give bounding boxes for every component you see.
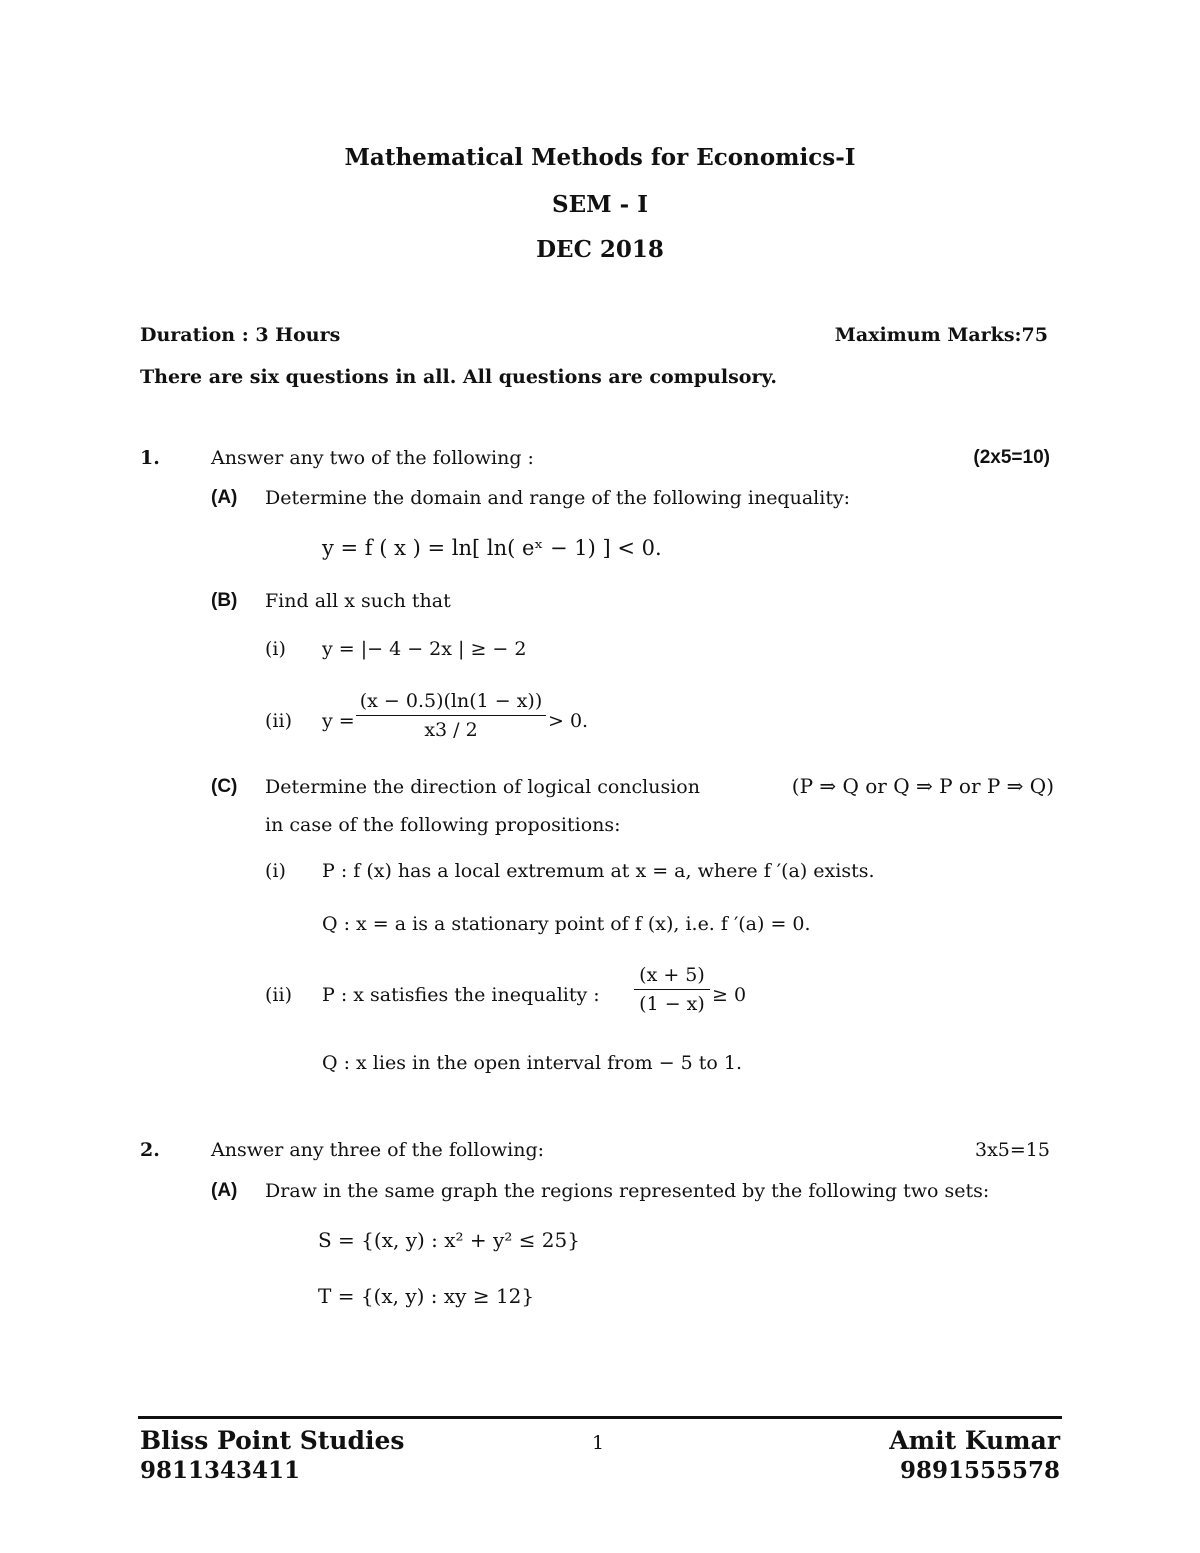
q2a-set-t: T = {(x, y) : xy ≥ 12}	[318, 1284, 535, 1308]
q1c-ii-numerator: (x + 5)	[639, 964, 705, 986]
q1c-text: Determine the direction of logical conclusion	[265, 776, 700, 798]
footer-right-phone: 9891555578	[899, 1457, 1060, 1484]
q1b-text: Find all x such that	[265, 590, 451, 612]
q2-marks: 3x5=15	[975, 1139, 1050, 1161]
q1-marks: (2x5=10)	[973, 447, 1050, 468]
q1-number: 1.	[140, 447, 160, 469]
q1c-i-label: (i)	[265, 860, 286, 882]
q1b-ii-denominator: x3 / 2	[424, 719, 478, 741]
page-number: 1	[592, 1432, 605, 1454]
q1b-ii-fraction	[356, 690, 546, 741]
q1c-ii-rhs: ≥ 0	[712, 984, 747, 1006]
footer-rule	[138, 1416, 1062, 1419]
q1b-ii-lhs: y =	[322, 710, 355, 732]
q2-number: 2.	[140, 1139, 160, 1161]
q1a-text: Determine the domain and range of the following inequality:	[265, 487, 851, 509]
q1a-label: (A)	[211, 487, 238, 508]
q2a-label: (A)	[211, 1180, 238, 1201]
exam-date: DEC 2018	[536, 236, 664, 263]
footer-right-name: Amit Kumar	[889, 1426, 1060, 1455]
semester: SEM - I	[552, 191, 648, 218]
fraction-bar	[634, 989, 710, 990]
q1c-i-q: Q : x = a is a stationary point of f (x), i.e. f ′(a) = 0.	[322, 913, 811, 935]
q1c-ii-p: P : x satisfies the inequality :	[322, 984, 600, 1006]
q1-prompt: Answer any two of the following :	[211, 447, 534, 469]
q1a-formula: y = f ( x ) = ln[ ln( eˣ − 1) ] < 0.	[322, 536, 662, 560]
q1c-i-p: P : f (x) has a local extremum at x = a, where f ′(a) exists.	[322, 860, 875, 882]
instructions: There are six questions in all. All questions are compulsory.	[140, 366, 777, 388]
q1c-ii-label: (ii)	[265, 984, 292, 1006]
q1b-ii-numerator: (x − 0.5)(ln(1 − x))	[359, 690, 543, 712]
q1b-ii-label: (ii)	[265, 710, 292, 732]
footer-left-phone: 9811343411	[140, 1457, 301, 1484]
fraction-bar	[356, 715, 546, 716]
max-marks: Maximum Marks:75	[834, 324, 1048, 346]
q2a-set-s: S = {(x, y) : x² + y² ≤ 25}	[318, 1228, 580, 1252]
q1b-ii-rhs: > 0.	[548, 710, 589, 732]
q2a-text: Draw in the same graph the regions represented by the following two sets:	[265, 1180, 990, 1202]
q1c-options: (P ⇒ Q or Q ⇒ P or P ⇒ Q)	[791, 774, 1054, 798]
footer-left-name: Bliss Point Studies	[140, 1426, 405, 1455]
duration: Duration : 3 Hours	[140, 324, 341, 346]
q1c-text2: in case of the following propositions:	[265, 814, 621, 836]
q2-prompt: Answer any three of the following:	[211, 1139, 545, 1161]
q1b-i-formula: y = |− 4 − 2x | ≥ − 2	[322, 638, 527, 660]
q1c-ii-denominator: (1 − x)	[639, 993, 705, 1015]
q1c-ii-q: Q : x lies in the open interval from − 5 to 1.	[322, 1052, 743, 1074]
q1c-ii-fraction	[634, 964, 710, 1015]
page-title: Mathematical Methods for Economics-I	[344, 144, 856, 171]
q1b-label: (B)	[211, 590, 238, 611]
q1b-i-label: (i)	[265, 638, 286, 660]
q1c-label: (C)	[211, 776, 238, 797]
